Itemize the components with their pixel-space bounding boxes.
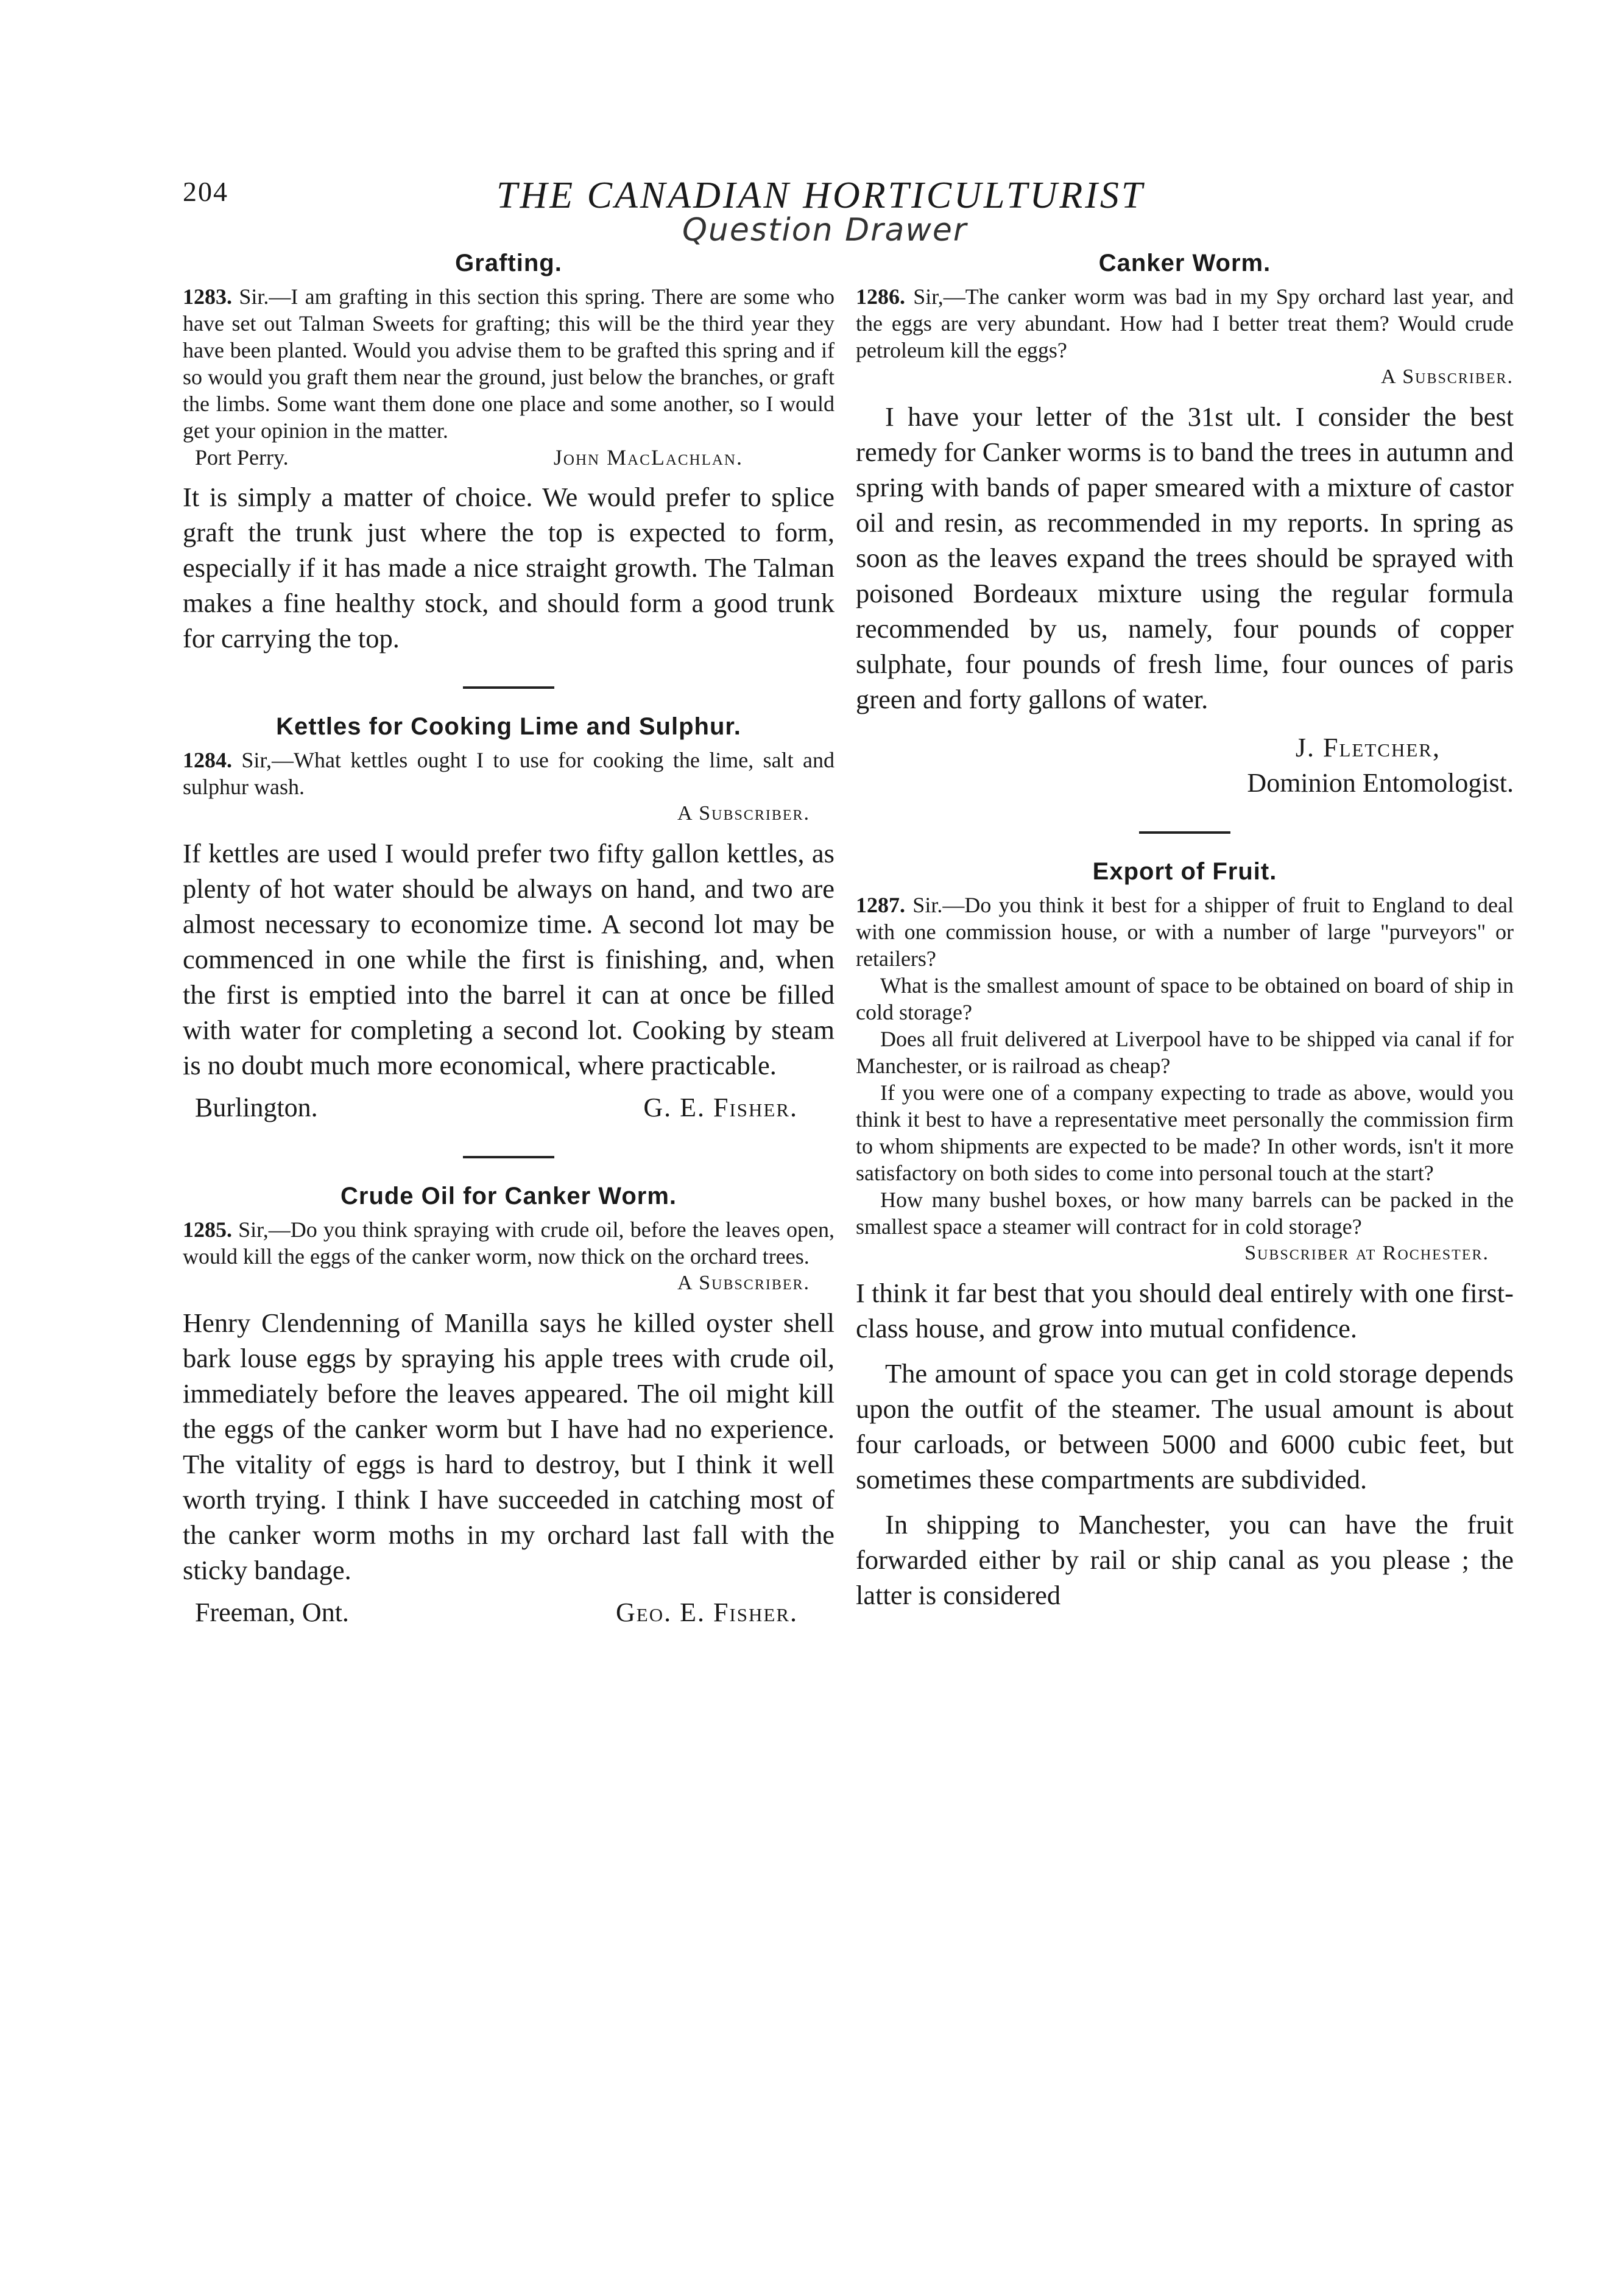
letter-signature — [183, 444, 834, 471]
letter-signature: Subscriber at Rochester. — [1244, 1242, 1489, 1264]
article-heading: Crude Oil for Canker Worm. — [340, 1183, 677, 1210]
reply-text: In shipping to Manchester, you can have the fruit forwarded either by rail or ship canal as you please ; the latter is considered — [856, 1509, 1514, 1610]
letter-text — [183, 1216, 834, 1270]
reply-signature-name: J. Fletcher, — [1295, 733, 1441, 762]
letter-body: Sir,—The canker worm was bad in my Spy orchard last year, and the eggs are very abundant. How had I better treat them? Would crude petroleum kill the eggs? — [856, 284, 1514, 362]
page-number: 204 — [183, 176, 228, 207]
letter-text — [856, 892, 1514, 972]
handwritten-note: Question Drawer — [682, 212, 968, 248]
letter-body: Sir.—Do you think it best for a shipper of fruit to England to deal with one commission house, or with a number of large "purveyors" or retailers? — [856, 893, 1514, 971]
article-heading: Canker Worm. — [1098, 250, 1271, 276]
letter-signature: A Subscriber. — [677, 802, 810, 825]
letter-text — [183, 283, 834, 444]
letter-number: 1285. — [183, 1217, 232, 1242]
reply-text: The amount of space you can get in cold storage depends upon the outfit of the steamer. The usual amount is about four carloads, or between 5000 and 6000 cubic feet, but sometimes these compartments are subdivided. — [856, 1358, 1514, 1495]
letter-body: Sir,—Do you think spraying with crude oil, before the leaves open, would kill the eggs of the canker worm, now thick on the orchard trees. — [183, 1217, 835, 1269]
section-divider — [1139, 831, 1230, 834]
grafting-article — [183, 250, 834, 656]
signature-name: G. E. Fisher. — [643, 1093, 798, 1122]
reply-text: It is simply a matter of choice. We would prefer to splice graft the trunk just where the top is expected to form, especially if it has made a nice straight growth. The Talman makes a fine healthy stock, and should form a good trunk for carrying the top. — [183, 482, 834, 653]
letter-number: 1286. — [856, 284, 905, 309]
signature-place: Port Perry. — [195, 445, 289, 470]
crude-oil-article — [183, 1183, 834, 1630]
canker-worm-article — [856, 250, 1514, 801]
signature-place: Burlington. — [195, 1093, 318, 1122]
letter-body: Sir,—What kettles ought I to use for cooking the lime, salt and sulphur wash. — [183, 748, 835, 799]
section-divider — [463, 1156, 554, 1158]
reply-signature — [183, 1090, 798, 1125]
letter-body: Sir.—I am grafting in this section this spring. There are some who have set out Talman Sweets for grafting; this will be the third year they have been planted. Would you advise them to be grafted this spring and if so would you graft them near the ground, just below the branches, or graft the limbs. Some want them done one place and some another, so I would get your opinion in the matter. — [183, 284, 835, 443]
reply-signature-title: Dominion Entomologist. — [1247, 768, 1514, 798]
export-article — [856, 858, 1514, 1613]
letter-paragraph: How many bushel boxes, or how many barrels can be packed in the smallest space a steamer will contract for in cold storage? — [856, 1188, 1514, 1239]
letter-number: 1284. — [183, 748, 232, 772]
letter-number: 1287. — [856, 893, 905, 917]
kettles-article — [183, 713, 834, 1125]
letter-number: 1283. — [183, 284, 232, 309]
letter-paragraph: What is the smallest amount of space to be obtained on board of ship in cold storage? — [856, 973, 1514, 1024]
right-column — [856, 250, 1514, 1613]
letter-text — [856, 283, 1514, 364]
running-head: THE CANADIAN HORTICULTURIST — [496, 175, 1145, 216]
letter-signature: A Subscriber. — [1381, 365, 1514, 388]
reply-text: I have your letter of the 31st ult. I consider the best remedy for Canker worms is to band the trees in autumn and spring with bands of paper smeared with a mixture of castor oil and resin, as recommended in my reports. In spring as soon as the leaves expand the trees should be sprayed with poisoned Bordeaux mixture using the regular formula recommended by us, namely, four pounds of copper sulphate, four pounds of fresh lime, four ounces of paris green and forty gallons of water. — [856, 401, 1514, 714]
reply-text: I think it far best that you should deal entirely with one first-class house, and grow into mutual confidence. — [856, 1278, 1514, 1343]
article-heading: Kettles for Cooking Lime and Sulphur. — [276, 713, 741, 740]
letter-paragraph: If you were one of a company expecting to trade as above, would you think it best to have a representative meet personally the commission firm to whom shipments are expected to be made? In other words, isn't it more satisfactory on both sides to come into personal touch at the start? — [856, 1080, 1514, 1185]
section-divider — [463, 686, 554, 689]
article-heading: Export of Fruit. — [1092, 858, 1277, 885]
letter-signature: A Subscriber. — [677, 1272, 810, 1294]
reply-signature — [183, 1595, 798, 1630]
reply-text: Henry Clendenning of Manilla says he killed oyster shell bark louse eggs by spraying his apple trees with crude oil, immediately before the leaves appeared. The oil might kill the eggs of the canker worm but I have had no experience. The vitality of eggs is hard to destroy, but I think it well worth trying. I think I have succeeded in catching most of the canker worm moths in my orchard last fall with the sticky bandage. — [183, 1308, 834, 1585]
reply-text: If kettles are used I would prefer two fifty gallon kettles, as plenty of hot water should be always on hand, and two are almost necessary to economize time. A second lot may be commenced in one while the first is finishing, and, when the first is emptied into the barrel it can at once be filled with water for completing a second lot. Cooking by steam is no doubt much more economical, where practicable. — [183, 838, 834, 1080]
article-heading: Grafting. — [455, 250, 562, 276]
letter-text — [183, 747, 834, 800]
signature-place: Freeman, Ont. — [195, 1597, 349, 1627]
letter-paragraph: Does all fruit delivered at Liverpool have to be shipped via canal if for Manchester, or is railroad as cheap? — [856, 1027, 1514, 1078]
signature-name: John MacLachlan. — [553, 445, 743, 470]
left-column — [183, 250, 834, 1630]
signature-name: Geo. E. Fisher. — [615, 1597, 798, 1627]
